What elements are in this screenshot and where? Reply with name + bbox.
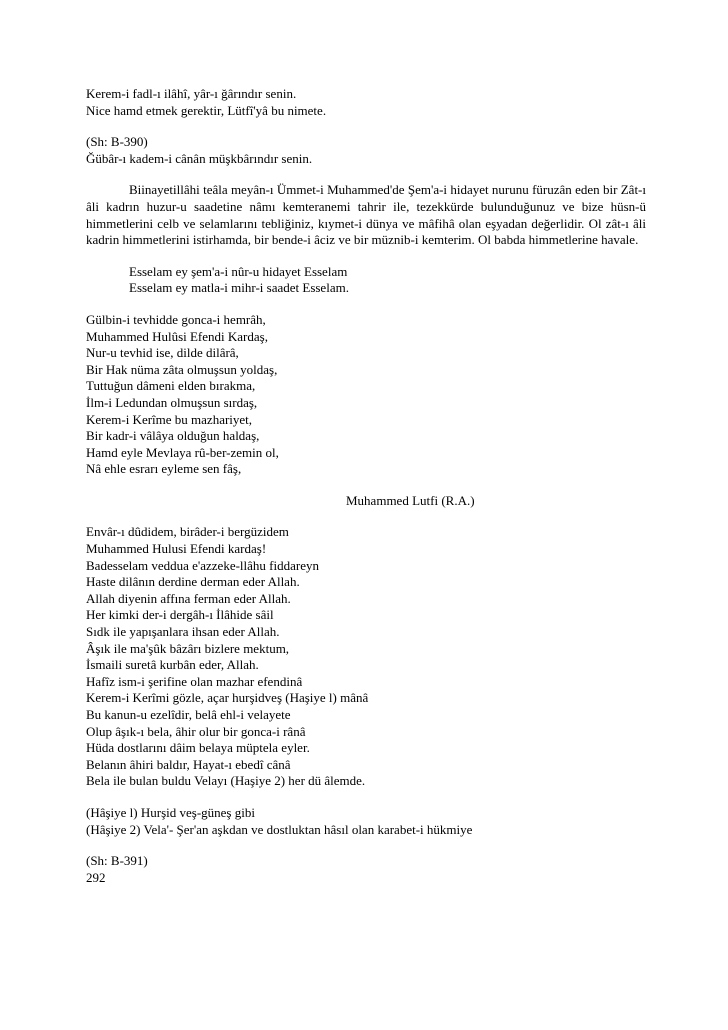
poem-1-line: Kerem-i Kerîme bu mazhariyet, (86, 411, 253, 427)
poem-1-line: Nur-u tevhid ise, dilde dilârâ, (86, 345, 239, 361)
spacer (86, 119, 646, 134)
footnote-1: (Hâşiye l) Hurşid veş-güneş gibi (86, 804, 255, 820)
poem-2-line: İsmaili suretâ kurbân eder, Allah. (86, 657, 259, 673)
poem-1-line: Hamd eyle Mevlaya rû-ber-zemin ol, (86, 444, 279, 460)
poem-2-line: Belanın âhiri baldır, Hayat-ı ebedî cânâ (86, 756, 291, 772)
poem-1-line: Muhammed Hulûsi Efendi Kardaş, (86, 328, 268, 344)
spacer (86, 167, 646, 182)
poem-2-line: Kerem-i Kerîmi gözle, açar hurşidveş (Haşiye l) mânâ (86, 690, 369, 706)
spacer (86, 838, 646, 853)
poem-2-line: Badesselam veddua e'azzeke-llâhu fiddareyn (86, 557, 319, 573)
page-number: 292 (86, 869, 106, 885)
poem-2-line: Her kimki der-i dergâh-ı İlâhide sâil (86, 607, 274, 623)
page-reference: (Sh: B-390) (86, 134, 148, 150)
poem-2-line: Envâr-ı dûdidem, birâder-i bergüzidem (86, 524, 289, 540)
poem-1-line: Tuttuğun dâmeni elden bırakma, (86, 378, 256, 394)
spacer (86, 297, 646, 312)
document-page (86, 86, 646, 886)
poem-2-line: Âşık ile ma'şûk bâzârı bizlere mektum, (86, 640, 290, 656)
poem-2-line: Haste dilânın derdine derman eder Allah. (86, 574, 300, 590)
spacer (86, 790, 646, 805)
poem-2-line: Bela ile bulan buldu Velayı (Haşiye 2) her dü âlemde. (86, 773, 366, 789)
poem-2-line: Allah diyenin affına ferman eder Allah. (86, 590, 291, 606)
poem-2-line: Bu kanun-u ezelîdir, belâ ehl-i velayete (86, 707, 291, 722)
poem-1-line: Nâ ehle esrarı eyleme sen fâş, (86, 461, 242, 477)
poem-1-line: Gülbin-i tevhidde gonca-i hemrâh, (86, 311, 266, 327)
poem-1 (86, 312, 646, 478)
poem-2-line: Hafîz ism-i şerifine olan mazhar efendinâ (86, 673, 303, 689)
poem-1-line: Bir kadr-i vâlâya olduğun haldaş, (86, 428, 260, 444)
poem-2-line: Olup âşık-ı bela, âhir olur bir gonca-i rânâ (86, 723, 306, 739)
verse-line: Ğübâr-ı kadem-i cânân müşkbârındır senin. (86, 150, 313, 166)
salutation-line-2: Esselam ey matla-i mihr-i saadet Esselam. (129, 280, 349, 296)
poem-1-line: Bir Hak nüma zâta olmuşsun yoldaş, (86, 361, 278, 377)
page-reference: (Sh: B-391) (86, 853, 148, 869)
spacer (86, 249, 646, 264)
prose-paragraph: Biinayetillâhi teâla meyân-ı Ümmet-i Muhammed'de Şem'a-i hidayet nurunu füruzân eden bir Zât-ı âli kadrın huzur-u saadetine nâmı kemteranemi tahrir ile, tezekkürde bulunduğunuz ve bize hüsn-ü himmetlerini celb ve selamlarını tebliğiniz, kıymet-i dünya ve mâfihâ olan eşyadan değerlidir. Ol zât-ı âli kadrin himmetlerini istirhamda, bir bende-i âciz ve bir müznib-i kemterim. Ol babda himmetlerine havale. (86, 182, 646, 248)
intro-line-1: Kerem-i fadl-ı ilâhî, yâr-ı ğârındır senin. (86, 86, 297, 101)
poem-2-line: Hüda dostlarını dâim belaya müptela eyler. (86, 740, 310, 756)
poem-2-line: Sıdk ile yapışanlara ihsan eder Allah. (86, 624, 280, 640)
signature: Muhammed Lutfi (R.A.) (346, 492, 475, 508)
poem-2 (86, 524, 646, 790)
poem-2-line: Muhammed Hulusi Efendi kardaş! (86, 541, 267, 557)
salutation-line-1: Esselam ey şem'a-i nûr-u hidayet Esselam (129, 263, 348, 279)
spacer (86, 509, 646, 524)
footnote-2: (Hâşiye 2) Vela'- Şer'an aşkdan ve dostluktan hâsıl olan karabet-i hükmiye (86, 821, 473, 837)
spacer (86, 478, 646, 493)
poem-1-line: İlm-i Ledundan olmuşsun sırdaş, (86, 394, 258, 410)
intro-line-2: Nice hamd etmek gerektir, Lütfî'yâ bu nimete. (86, 102, 327, 118)
